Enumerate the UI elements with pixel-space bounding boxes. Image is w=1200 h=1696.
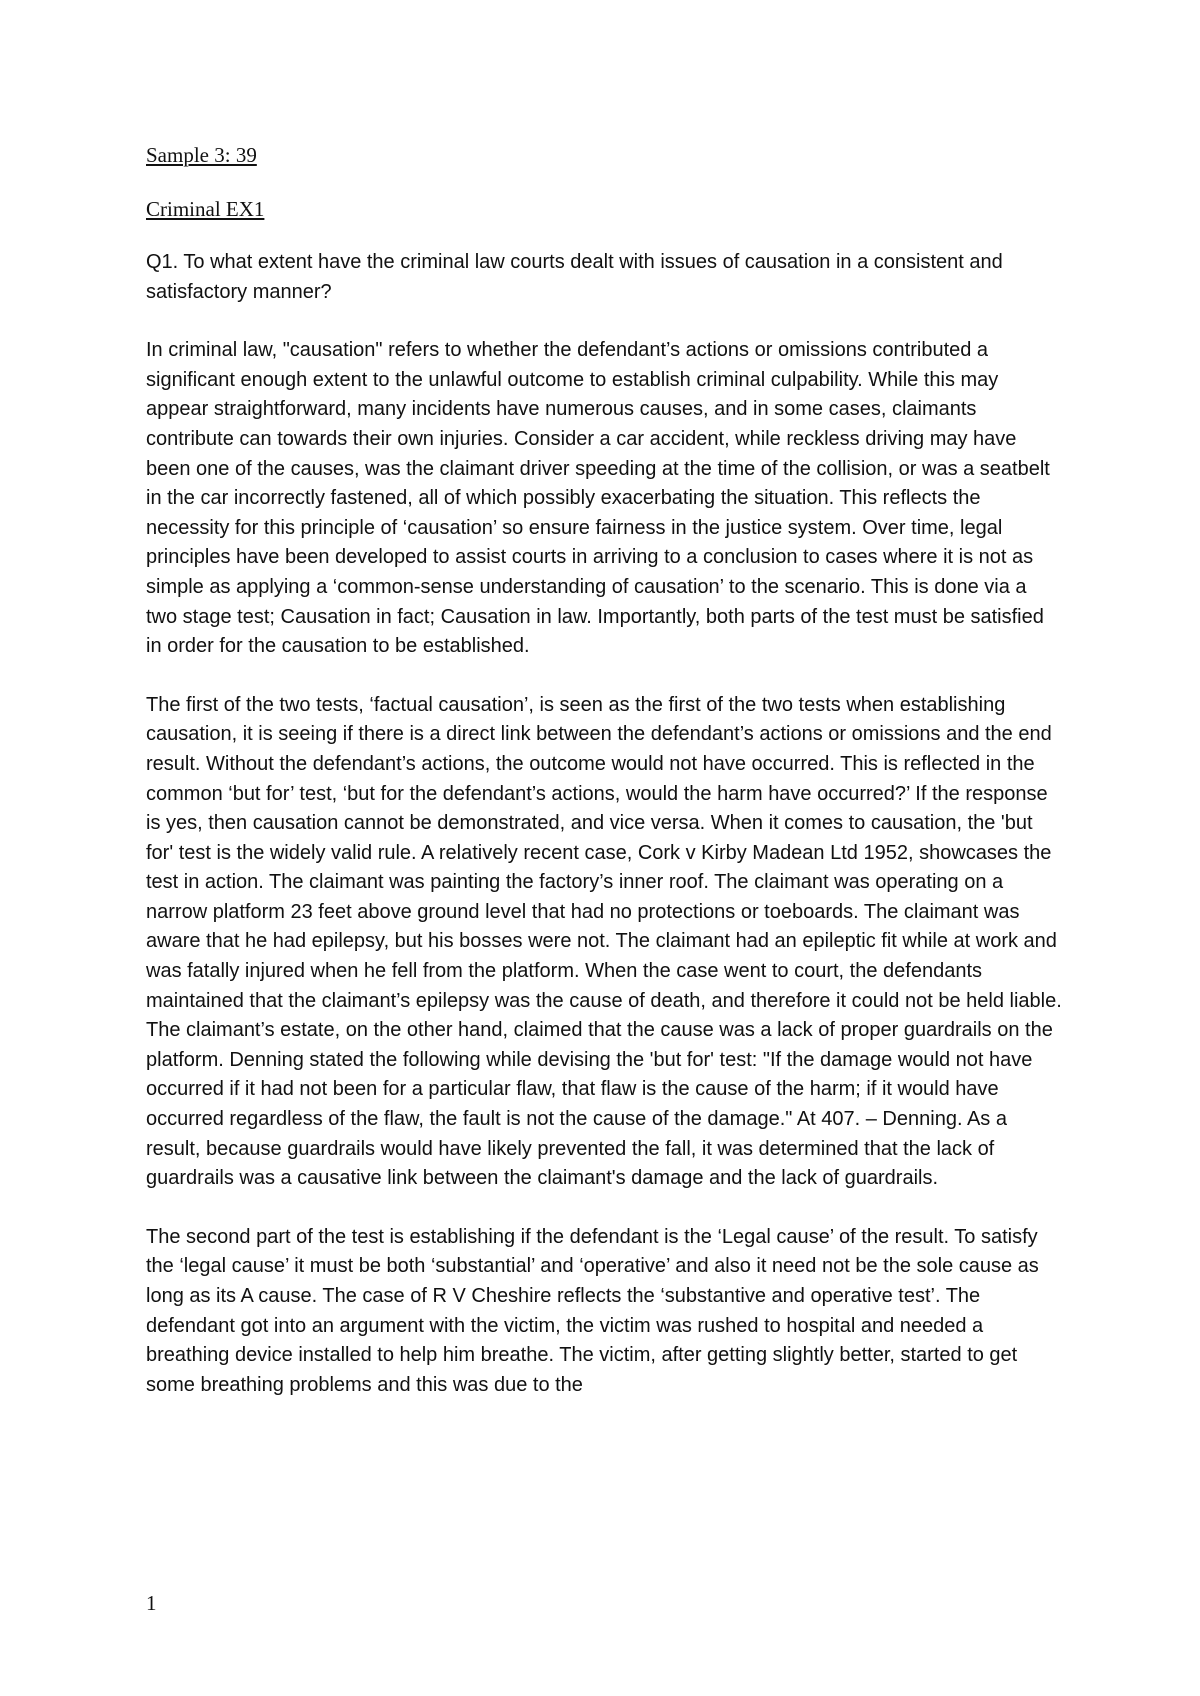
document-page: [146, 140, 1062, 1400]
sample-heading: Sample 3: 39: [146, 143, 257, 167]
paragraph-factual-causation: The first of the two tests, ‘factual causation’, is seen as the first of the two tests when establishing causation, it is seeing if there is a direct link between the defendant’s actions or omissions and the end result. Without the defendant’s actions, the outcome would not have occurred. This is reflected in the common ‘but for’ test, ‘but for the defendant’s actions, would the harm have occurred?’ If the response is yes, then causation cannot be demonstrated, and vice versa. When it comes to causation, the 'but for' test is the widely valid rule. A relatively recent case, Cork v Kirby Madean Ltd 1952, showcases the test in action. The claimant was painting the factory’s inner roof. The claimant was operating on a narrow platform 23 feet above ground level that had no protections or toeboards. The claimant was aware that he had epilepsy, but his bosses were not. The claimant had an epileptic fit while at work and was fatally injured when he fell from the platform. When the case went to court, the defendants maintained that the claimant’s epilepsy was the cause of death, and therefore it could not be held liable. The claimant’s estate, on the other hand, claimed that the cause was a lack of proper guardrails on the platform. Denning stated the following while devising the 'but for' test: "If the damage would not have occurred if it had not been for a particular flaw, that flaw is the cause of the harm; if it would have occurred regardless of the flaw, the fault is not the cause of the damage." At 407. – Denning. As a result, because guardrails would have likely prevented the fall, it was determined that the lack of guardrails was a causative link between the claimant's damage and the lack of guardrails.: [146, 693, 1062, 1190]
module-heading: Criminal EX1: [146, 197, 265, 221]
paragraph-legal-causation: The second part of the test is establishing if the defendant is the ‘Legal cause’ of the result. To satisfy the ‘legal cause’ it must be both ‘substantial’ and ‘operative’ and also it need not be the sole cause as long as its A cause. The case of R V Cheshire reflects the ‘substantive and operative test’. The defendant got into an argument with the victim, the victim was rushed to hospital and needed a breathing device installed to help him breathe. The victim, after getting slightly better, started to get some breathing problems and this was due to the: [146, 1225, 1039, 1396]
paragraph-causation-intro: In criminal law, "causation" refers to whether the defendant’s actions or omissions contributed a significant enough extent to the unlawful outcome to establish criminal culpability. While this may appear straightforward, many incidents have numerous causes, and in some cases, claimants contribute can towards their own injuries. Consider a car accident, while reckless driving may have been one of the causes, was the claimant driver speeding at the time of the collision, or was a seatbelt in the car incorrectly fastened, all of which possibly exacerbating the situation. This reflects the necessity for this principle of ‘causation’ so ensure fairness in the justice system. Over time, legal principles have been developed to assist courts in arriving to a conclusion to cases where it is not as simple as applying a ‘common-sense understanding of causation’ to the scenario. This is done via a two stage test; Causation in fact; Causation in law. Importantly, both parts of the test must be satisfied in order for the causation to be established.: [146, 339, 1050, 658]
question-text: Q1. To what extent have the criminal law courts dealt with issues of causation in a consistent and satisfactory manner?: [146, 251, 1003, 303]
page-number: 1: [146, 1591, 157, 1615]
